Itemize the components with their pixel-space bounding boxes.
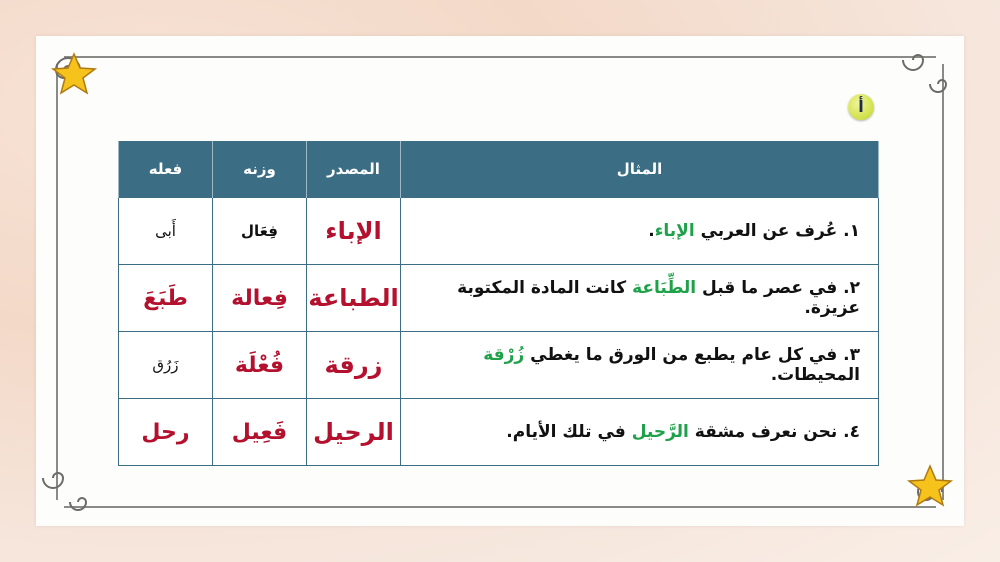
table-row: [119, 198, 879, 265]
highlighted-word: الطِّبَاعة: [632, 278, 697, 298]
highlighted-word: الإباء: [654, 221, 695, 241]
star-icon: [906, 462, 954, 510]
wazn-cell: فُعْلَة: [213, 332, 307, 399]
table-header-row: [119, 141, 879, 198]
highlighted-word: الرَّحيل: [631, 422, 689, 442]
masdar-cell: الإباء: [307, 198, 401, 265]
wazn-cell: فِعالة: [213, 265, 307, 332]
table-row: [119, 265, 879, 332]
fiel-cell: زَرُق: [119, 332, 213, 399]
spiral-ornament-icon: [38, 458, 102, 522]
section-badge: أ: [848, 94, 874, 120]
header-wazn: وزنه: [213, 141, 307, 198]
star-icon: [50, 50, 98, 98]
fiel-cell: رحل: [119, 399, 213, 466]
frame-bottom: [64, 506, 936, 508]
highlighted-word: زُرْقة: [483, 345, 525, 365]
example-sentence: ٢. في عصر ما قبل الطِّبَاعة كانت المادة المكتوبة عزيزة.: [401, 265, 879, 332]
masdar-cell: الطباعة: [307, 265, 401, 332]
header-fiel: فعله: [119, 141, 213, 198]
frame-left: [56, 64, 58, 500]
masdar-cell: زرقة: [307, 332, 401, 399]
fiel-cell: أَبى: [119, 198, 213, 265]
table-row: [119, 399, 879, 466]
exercise-table: [118, 141, 879, 466]
frame-top: [64, 56, 936, 58]
table-row: [119, 332, 879, 399]
spiral-ornament-icon: [898, 40, 962, 104]
example-sentence: ١. عُرف عن العربي الإباء.: [401, 198, 879, 265]
example-sentence: ٣. في كل عام يطبع من الورق ما يغطي زُرْقة المحيطات.: [401, 332, 879, 399]
masdar-cell: الرحيل: [307, 399, 401, 466]
header-masdar: المصدر: [307, 141, 401, 198]
wazn-cell: فِعَال: [213, 198, 307, 265]
header-example: المثال: [401, 141, 879, 198]
wazn-cell: فَعِيل: [213, 399, 307, 466]
example-sentence: ٤. نحن نعرف مشقة الرَّحيل في تلك الأيام.: [401, 399, 879, 466]
fiel-cell: طَبَعَ: [119, 265, 213, 332]
frame-right: [942, 64, 944, 500]
